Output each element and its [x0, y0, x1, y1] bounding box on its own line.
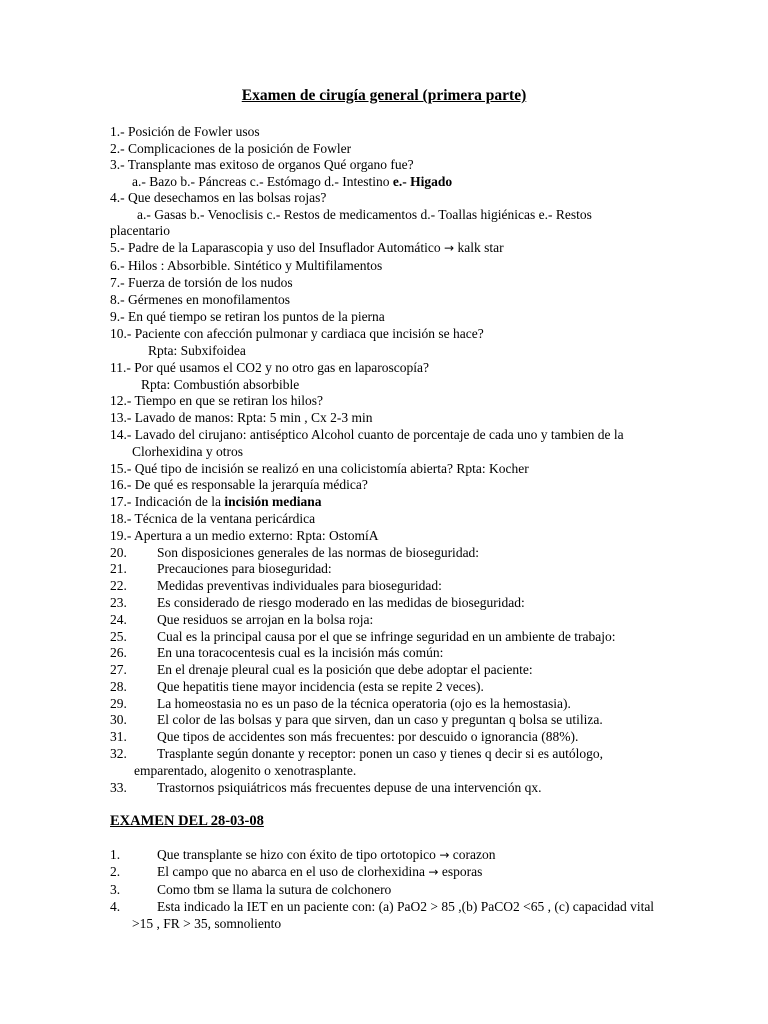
item-number: 24.: [110, 612, 127, 627]
item-text: Cual es la principal causa por el que se infringe seguridad en un ambiente de trabajo:: [157, 629, 616, 644]
list-item: [110, 629, 127, 645]
item-number: 20.: [110, 545, 127, 560]
question-6: 6.- Hilos : Absorbible. Sintético y Multifilamentos: [110, 258, 383, 273]
question-14-cont: Clorhexidina y otros: [132, 444, 243, 459]
question-10-answer: Rpta: Subxifoidea: [148, 343, 246, 358]
arrow-right-icon: →: [444, 241, 455, 255]
item-number: 30.: [110, 712, 127, 727]
question-11: 11.- Por qué usamos el CO2 y no otro gas en laparoscopía?: [110, 360, 429, 375]
item-text: Trastornos psiquiátricos más frecuentes depuse de una intervención qx.: [157, 780, 542, 795]
question-4-options: a.- Gasas b.- Venoclisis c.- Restos de medicamentos d.- Toallas higiénicas e.- Restos: [137, 207, 592, 222]
question-1: 1.- Posición de Fowler usos: [110, 124, 260, 139]
item-number: 27.: [110, 662, 127, 677]
item-text: En el drenaje pleural cual es la posición que debe adoptar el paciente:: [157, 662, 533, 677]
question-16: 16.- De qué es responsable la jerarquía médica?: [110, 477, 368, 492]
item-text-main: Que transplante se hizo con éxito de tipo ortotopico: [157, 847, 436, 862]
item-answer: esporas: [441, 864, 483, 879]
question-9: 9.- En qué tiempo se retiran los puntos de la pierna: [110, 309, 385, 324]
item-text: En una toracocentesis cual es la incisión más común:: [157, 645, 444, 660]
item-number: 4.: [110, 899, 121, 914]
question-17-text: 17.- Indicación de la: [110, 494, 221, 509]
list-item: [110, 612, 127, 628]
arrow-right-icon: →: [439, 848, 450, 862]
question-17: [110, 494, 321, 510]
question-5-text: 5.- Padre de la Laparascopia y uso del Insuflador Automático: [110, 240, 441, 255]
item-number: 22.: [110, 578, 127, 593]
item-number: 21.: [110, 561, 127, 576]
page-title: Examen de cirugía general (primera parte): [241, 87, 527, 104]
list-item: [110, 729, 127, 745]
item-32-cont: emparentado, alogenito o xenotrasplante.: [134, 763, 357, 778]
item-text: Que hepatitis tiene mayor incidencia (esta se repite 2 veces).: [157, 679, 484, 694]
list-item: [110, 578, 127, 594]
question-15: 15.- Qué tipo de incisión se realizó en una colicistomía abierta? Rpta: Kocher: [110, 461, 529, 476]
question-5: [110, 240, 504, 256]
item-text: Como tbm se llama la sutura de colchonero: [157, 882, 392, 897]
question-14: 14.- Lavado del cirujano: antiséptico Alcohol cuanto de porcentaje de cada uno y tambien de la: [110, 427, 624, 442]
question-3-options-text: a.- Bazo b.- Páncreas c.- Estómago d.- Intestino: [132, 174, 390, 189]
item-text-main: El campo que no abarca en el uso de clorhexidina: [157, 864, 426, 879]
question-3-answer: e.- Higado: [392, 174, 453, 189]
list-item: [110, 595, 127, 611]
item-text: Medidas preventivas individuales para bioseguridad:: [157, 578, 442, 593]
question-18: 18.- Técnica de la ventana pericárdica: [110, 511, 316, 526]
question-8: 8.- Gérmenes en monofilamentos: [110, 292, 290, 307]
item-number: 28.: [110, 679, 127, 694]
item-number: 33.: [110, 780, 127, 795]
item-text: Es considerado de riesgo moderado en las medidas de bioseguridad:: [157, 595, 525, 610]
list-item: [110, 545, 127, 561]
question-4-options-cont: placentario: [110, 223, 170, 238]
arrow-right-icon: →: [428, 865, 439, 879]
question-13: 13.- Lavado de manos: Rpta: 5 min , Cx 2-3 min: [110, 410, 373, 425]
item-text: Que residuos se arrojan en la bolsa roja:: [157, 612, 374, 627]
question-11-answer: Rpta: Combustión absorbible: [141, 377, 300, 392]
question-3-options: [132, 174, 452, 190]
item-text: [157, 847, 495, 863]
list-item: [110, 679, 127, 695]
item-text: Que tipos de accidentes son más frecuentes: por descuido o ignorancia (88%).: [157, 729, 579, 744]
item-text: Esta indicado la IET en un paciente con: (a) PaO2 > 85 ,(b) PaCO2 <65 , (c) capacidad vital: [157, 899, 655, 914]
question-10: 10.- Paciente con afección pulmonar y cardiaca que incisión se hace?: [110, 326, 484, 341]
item-text: Precauciones para bioseguridad:: [157, 561, 332, 576]
item-number: 25.: [110, 629, 127, 644]
item-4-cont: >15 , FR > 35, somnoliento: [132, 916, 282, 931]
question-12: 12.- Tiempo en que se retiran los hilos?: [110, 393, 323, 408]
item-text: El color de las bolsas y para que sirven, dan un caso y preguntan q bolsa se utiliza.: [157, 712, 603, 727]
question-19: 19.- Apertura a un medio externo: Rpta: OstomíA: [110, 528, 379, 543]
item-number: 31.: [110, 729, 127, 744]
item-text: [157, 864, 482, 880]
item-number: 1.: [110, 847, 121, 862]
item-answer: corazon: [452, 847, 496, 862]
item-number: 26.: [110, 645, 127, 660]
section-title: EXAMEN DEL 28-03-08: [110, 813, 264, 829]
item-number: 3.: [110, 882, 121, 897]
list-item: [110, 746, 127, 762]
list-item: [110, 662, 127, 678]
list-item: [110, 645, 127, 661]
item-text: Trasplante según donante y receptor: ponen un caso y tienes q decir si es autólogo,: [157, 746, 604, 761]
list-item: [110, 561, 127, 577]
question-4: 4.- Que desechamos en las bolsas rojas?: [110, 190, 327, 205]
item-number: 2.: [110, 864, 121, 879]
item-text: La homeostasia no es un paso de la técnica operatoria (ojo es la hemostasia).: [157, 696, 571, 711]
list-item: [110, 696, 127, 712]
item-number: 32.: [110, 746, 127, 761]
question-2: 2.- Complicaciones de la posición de Fowler: [110, 141, 352, 156]
item-text: Son disposiciones generales de las normas de bioseguridad:: [157, 545, 480, 560]
question-5-answer: kalk star: [457, 240, 504, 255]
item-number: 29.: [110, 696, 127, 711]
item-number: 23.: [110, 595, 127, 610]
question-7: 7.- Fuerza de torsión de los nudos: [110, 275, 293, 290]
question-17-bold: incisión mediana: [224, 494, 322, 509]
question-3: 3.- Transplante mas exitoso de organos Qué organo fue?: [110, 157, 414, 172]
list-item: [110, 712, 127, 728]
